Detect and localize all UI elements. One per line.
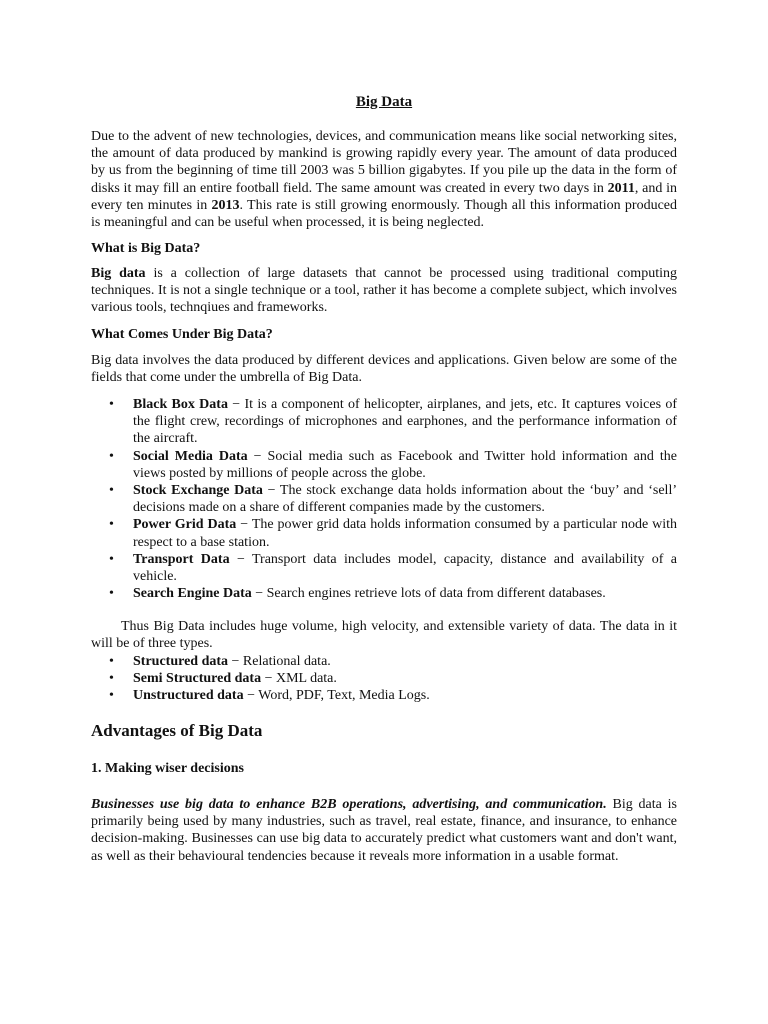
list-item bbox=[91, 670, 677, 687]
big-data-term: Big data bbox=[91, 266, 146, 281]
list-item-label: Unstructured data bbox=[133, 688, 244, 704]
what-comes-intro: Big data involves the data produced by different devices and applications. Given below are some of the fields that come under the umbrella of Big Data. bbox=[91, 353, 677, 386]
data-types-list bbox=[91, 653, 677, 705]
list-item-label: Semi Structured data bbox=[133, 671, 262, 687]
list-item bbox=[91, 448, 677, 482]
making-decisions-lead: Businesses use big data to enhance B2B operations, advertising, and communication. bbox=[91, 797, 607, 812]
advantages-heading: Advantages of Big Data bbox=[91, 721, 263, 740]
list-item-text: − Word, PDF, Text, Media Logs. bbox=[243, 688, 430, 704]
making-decisions-heading: 1. Making wiser decisions bbox=[91, 761, 244, 776]
list-item-text: − It is a component of helicopter, airplanes, and jets, etc. It captures voices of the flight crew, recordings of microphones and earphones, and the performance information of the aircraft. bbox=[133, 397, 678, 447]
list-item-label: Search Engine Data bbox=[133, 586, 252, 602]
document-title: Big Data bbox=[355, 94, 413, 110]
list-item-text: − Social media such as Facebook and Twitter hold information and the views posted by millions of people across the globe. bbox=[133, 448, 677, 481]
intro-paragraph bbox=[91, 128, 677, 231]
list-item-label: Structured data bbox=[133, 654, 229, 669]
intro-text-3: . This rate is still growing enormously. Though all this information produced is meaningful and can be useful when processed, it is being neglected. bbox=[91, 197, 677, 231]
what-comes-heading: What Comes Under Big Data? bbox=[91, 327, 273, 342]
list-item bbox=[91, 551, 677, 585]
data-sources-list bbox=[91, 396, 677, 602]
list-item bbox=[91, 653, 677, 670]
bullet-icon: • bbox=[109, 586, 114, 602]
list-item-text: − The stock exchange data holds information about the ‘buy’ and ‘sell’ decisions made on a share of different companies made by the customers. bbox=[133, 483, 677, 516]
list-item-label: Social Media Data bbox=[133, 448, 248, 464]
intro-text-1: Due to the advent of new technologies, devices, and communication means like social networking sites, the amount of data produced by mankind is growing rapidly every year. The amount of data produced by us from the beginning of time till 2003 was 5 billion gigabytes. If you pile up the data in the form of disks it may fill an entire football field. The same amount was created in every two days in bbox=[91, 129, 677, 196]
list-item bbox=[91, 516, 677, 550]
making-decisions-text: Big data is primarily being used by many industries, such as travel, real estate, finance, and insurance, to enhance decision-making. Businesses can use big data to accurately predict what customers want and don't want, as well as their behavioural tendencies because it reveals more information in a usable format. bbox=[91, 797, 677, 864]
bullet-icon: • bbox=[109, 397, 114, 412]
bullet-icon: • bbox=[109, 448, 114, 464]
bullet-icon: • bbox=[109, 654, 114, 669]
list-item-text: − The power grid data holds information consumed by a particular node with respect to a base station. bbox=[133, 517, 677, 550]
intro-year-2011: 2011 bbox=[607, 180, 635, 196]
making-decisions-paragraph bbox=[91, 796, 677, 865]
list-item-label: Stock Exchange Data bbox=[133, 483, 263, 499]
list-item-text: − XML data. bbox=[261, 671, 337, 687]
intro-year-2013: 2013 bbox=[211, 197, 240, 213]
what-is-paragraph bbox=[91, 265, 677, 317]
types-intro: Thus Big Data includes huge volume, high velocity, and extensible variety of data. The data in it will be of three types. bbox=[91, 619, 677, 652]
list-item-text: − Relational data. bbox=[228, 654, 331, 669]
list-item-label: Transport Data bbox=[133, 551, 230, 567]
list-item-label: Power Grid Data bbox=[133, 517, 237, 533]
bullet-icon: • bbox=[109, 483, 114, 499]
bullet-icon: • bbox=[109, 688, 114, 704]
list-item-text: − Search engines retrieve lots of data from different databases. bbox=[251, 586, 606, 602]
what-is-heading: What is Big Data? bbox=[91, 241, 201, 256]
list-item bbox=[91, 687, 677, 704]
bullet-icon: • bbox=[109, 517, 114, 533]
list-item-text: − Transport data includes model, capacity, distance and availability of a vehicle. bbox=[133, 551, 677, 585]
list-item-label: Black Box Data bbox=[133, 397, 228, 412]
list-item bbox=[91, 482, 677, 516]
bullet-icon: • bbox=[109, 551, 114, 567]
list-item bbox=[91, 585, 677, 602]
bullet-icon: • bbox=[109, 671, 114, 687]
list-item bbox=[91, 396, 677, 448]
intro-text-2: , and in every ten minutes in bbox=[91, 180, 678, 213]
what-is-text: is a collection of large datasets that cannot be processed using traditional computing techniques. It is not a single technique or a tool, rather it has become a complete subject, which involves various tools, technqiues and frameworks. bbox=[91, 266, 677, 316]
